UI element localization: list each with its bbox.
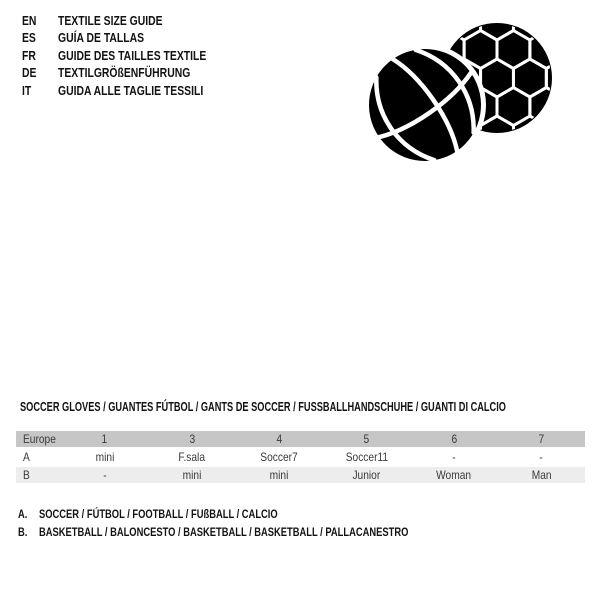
balls-icon xyxy=(350,8,590,178)
table-cell: mini xyxy=(95,450,115,464)
footnote-text: SOCCER / FÚTBOL / FOOTBALL / FUßBALL / CALCIO xyxy=(39,507,278,521)
footnotes xyxy=(18,505,513,541)
language-title: TEXTILE SIZE GUIDE xyxy=(58,13,163,28)
row-label: A xyxy=(23,450,30,464)
language-row-en xyxy=(22,12,243,29)
header-cell-size: 7 xyxy=(538,432,545,446)
language-row-fr xyxy=(22,47,243,64)
language-code: IT xyxy=(22,82,32,98)
table-cell: Soccer7 xyxy=(260,450,299,464)
language-title: TEXTILGRÖßENFÜHRUNG xyxy=(58,65,191,81)
language-row-de xyxy=(22,64,243,81)
row-label: B xyxy=(23,468,30,482)
section-title: SOCCER GLOVES / GUANTES FÚTBOL / GANTS DE SOCCER / FUSSBALLHANDSCHUHE / GUANTI DI CALCIO xyxy=(20,399,506,414)
footnote-basketball xyxy=(18,523,513,541)
table-cell: - xyxy=(539,450,544,464)
language-code: EN xyxy=(22,13,37,28)
language-title-list xyxy=(22,12,243,99)
table-cell: Woman xyxy=(436,468,472,482)
table-cell: - xyxy=(102,468,107,482)
table-header-row xyxy=(16,431,585,447)
language-row-it xyxy=(22,82,243,99)
table-cell: Junior xyxy=(352,468,381,482)
footnote-text: BASKETBALL / BALONCESTO / BASKETBALL / BASKETBALL / PALLACANESTRO xyxy=(39,525,409,539)
header-cell-size: 4 xyxy=(276,432,283,446)
footnote-soccer xyxy=(18,505,513,523)
header-cell-size: 6 xyxy=(451,432,457,446)
header-cell-size: 5 xyxy=(363,432,370,446)
language-title: GUIDA ALLE TAGLIE TESSILI xyxy=(58,82,204,98)
language-code: FR xyxy=(22,47,36,63)
language-title: GUIDE DES TAILLES TEXTILE xyxy=(58,47,207,63)
table-cell: - xyxy=(452,450,456,464)
table-row-basketball xyxy=(16,467,585,483)
language-code: DE xyxy=(22,65,37,81)
table-cell: Man xyxy=(531,468,552,482)
header-cell-size: 1 xyxy=(101,432,108,446)
language-title: GUÍA DE TALLAS xyxy=(58,30,145,46)
table-row-soccer xyxy=(16,449,585,465)
header-cell-size: 3 xyxy=(189,432,195,446)
table-cell: Soccer11 xyxy=(345,450,388,464)
header-cell-europe: Europe xyxy=(23,432,56,446)
language-row-es xyxy=(22,29,243,46)
footnote-label: B. xyxy=(18,525,28,539)
table-cell: F.sala xyxy=(178,450,206,464)
table-cell: mini xyxy=(269,468,289,482)
size-table xyxy=(16,429,585,485)
footnote-label: A. xyxy=(18,507,28,521)
table-cell: mini xyxy=(182,468,202,482)
language-code: ES xyxy=(22,30,36,46)
